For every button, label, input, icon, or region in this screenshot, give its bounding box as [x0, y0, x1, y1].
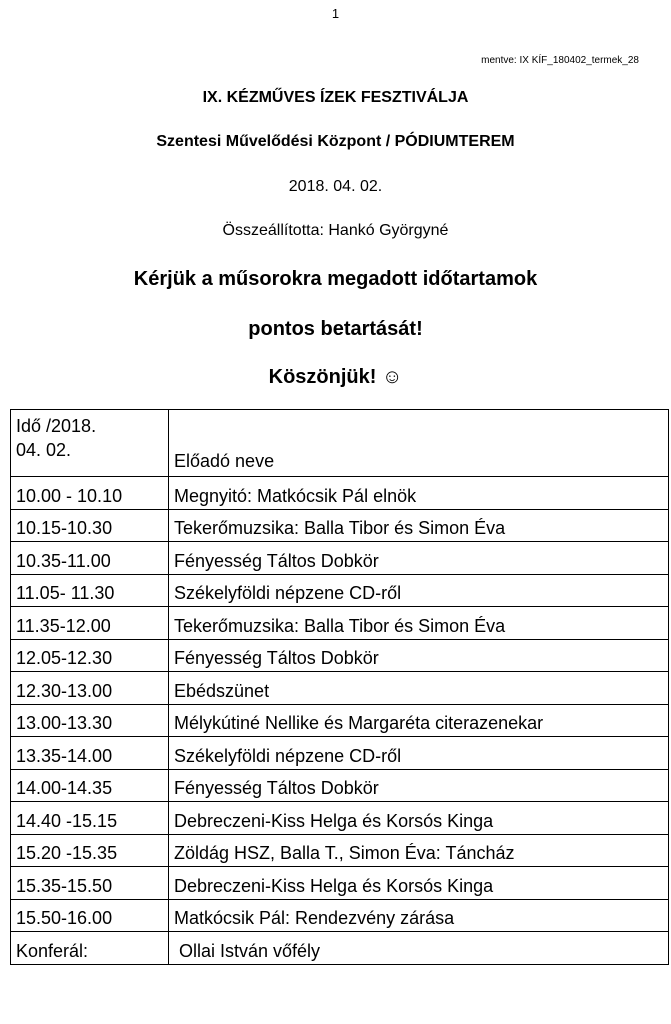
event-venue: Szentesi Művelődési Központ / PÓDIUMTEREM [156, 133, 515, 150]
table-row [11, 509, 669, 542]
saved-filename-label: mentve: IX KÍF_180402_termek_28 [481, 55, 639, 66]
schedule-table [10, 409, 669, 965]
table-row [11, 477, 669, 510]
time-cell: 12.30-13.00 [11, 672, 169, 705]
table-row [11, 574, 669, 607]
time-header-line-1: Idő /2018. [16, 416, 97, 436]
thanks-line: Köszönjük! ☺ [268, 366, 403, 388]
performer-column-header: Előadó neve [169, 410, 669, 477]
time-cell: 10.35-11.00 [11, 542, 169, 575]
time-cell: 11.05- 11.30 [11, 574, 169, 607]
time-cell: 11.35-12.00 [11, 607, 169, 640]
table-row [11, 867, 669, 900]
table-row [11, 737, 669, 770]
table-row [11, 802, 669, 835]
table-row [11, 639, 669, 672]
time-cell: 14.00-14.35 [11, 769, 169, 802]
table-row [11, 769, 669, 802]
time-cell: 15.50-16.00 [11, 899, 169, 932]
performer-cell: Matkócsik Pál: Rendezvény zárása [169, 899, 669, 932]
performer-cell: Mélykútiné Nellike és Margaréta citerazenekar [169, 704, 669, 737]
time-cell: 12.05-12.30 [11, 639, 169, 672]
performer-cell: Székelyföldi népzene CD-ről [169, 574, 669, 607]
performer-cell: Tekerőmuzsika: Balla Tibor és Simon Éva [169, 607, 669, 640]
notice-line-2: pontos betartását! [248, 318, 423, 340]
time-header-line-2: 04. 02. [16, 440, 72, 460]
compiled-by: Összeállította: Hankó Györgyné [222, 222, 449, 239]
performer-cell: Fényesség Táltos Dobkör [169, 639, 669, 672]
host-name: Ollai István vőfély [179, 940, 321, 961]
event-title: IX. KÉZMŰVES ÍZEK FESZTIVÁLJA [202, 89, 469, 106]
schedule-header-row [11, 410, 669, 477]
performer-cell: Fényesség Táltos Dobkör [169, 769, 669, 802]
host-label: Konferál: [11, 932, 169, 965]
performer-cell: Megnyitó: Matkócsik Pál elnök [169, 477, 669, 510]
time-cell: 10.00 - 10.10 [11, 477, 169, 510]
performer-cell: Zöldág HSZ, Balla T., Simon Éva: Táncház [169, 834, 669, 867]
time-cell: 14.40 -15.15 [11, 802, 169, 835]
performer-cell: Ebédszünet [169, 672, 669, 705]
time-column-header [11, 410, 169, 477]
notice-line-1: Kérjük a műsorokra megadott időtartamok [133, 268, 538, 290]
table-row [11, 899, 669, 932]
time-cell: 10.15-10.30 [11, 509, 169, 542]
performer-cell: Debreczeni-Kiss Helga és Korsós Kinga [169, 802, 669, 835]
performer-cell: Tekerőmuzsika: Balla Tibor és Simon Éva [169, 509, 669, 542]
time-cell: 15.20 -15.35 [11, 834, 169, 867]
host-row [11, 932, 669, 965]
time-cell: 13.00-13.30 [11, 704, 169, 737]
event-date: 2018. 04. 02. [288, 178, 383, 195]
performer-cell: Fényesség Táltos Dobkör [169, 542, 669, 575]
table-row [11, 542, 669, 575]
performer-cell: Székelyföldi népzene CD-ről [169, 737, 669, 770]
table-row [11, 834, 669, 867]
performer-cell: Debreczeni-Kiss Helga és Korsós Kinga [169, 867, 669, 900]
time-cell: 15.35-15.50 [11, 867, 169, 900]
time-cell: 13.35-14.00 [11, 737, 169, 770]
page-number: 1 [331, 6, 340, 21]
table-row [11, 672, 669, 705]
table-row [11, 607, 669, 640]
table-row [11, 704, 669, 737]
host-name-cell [169, 932, 669, 965]
